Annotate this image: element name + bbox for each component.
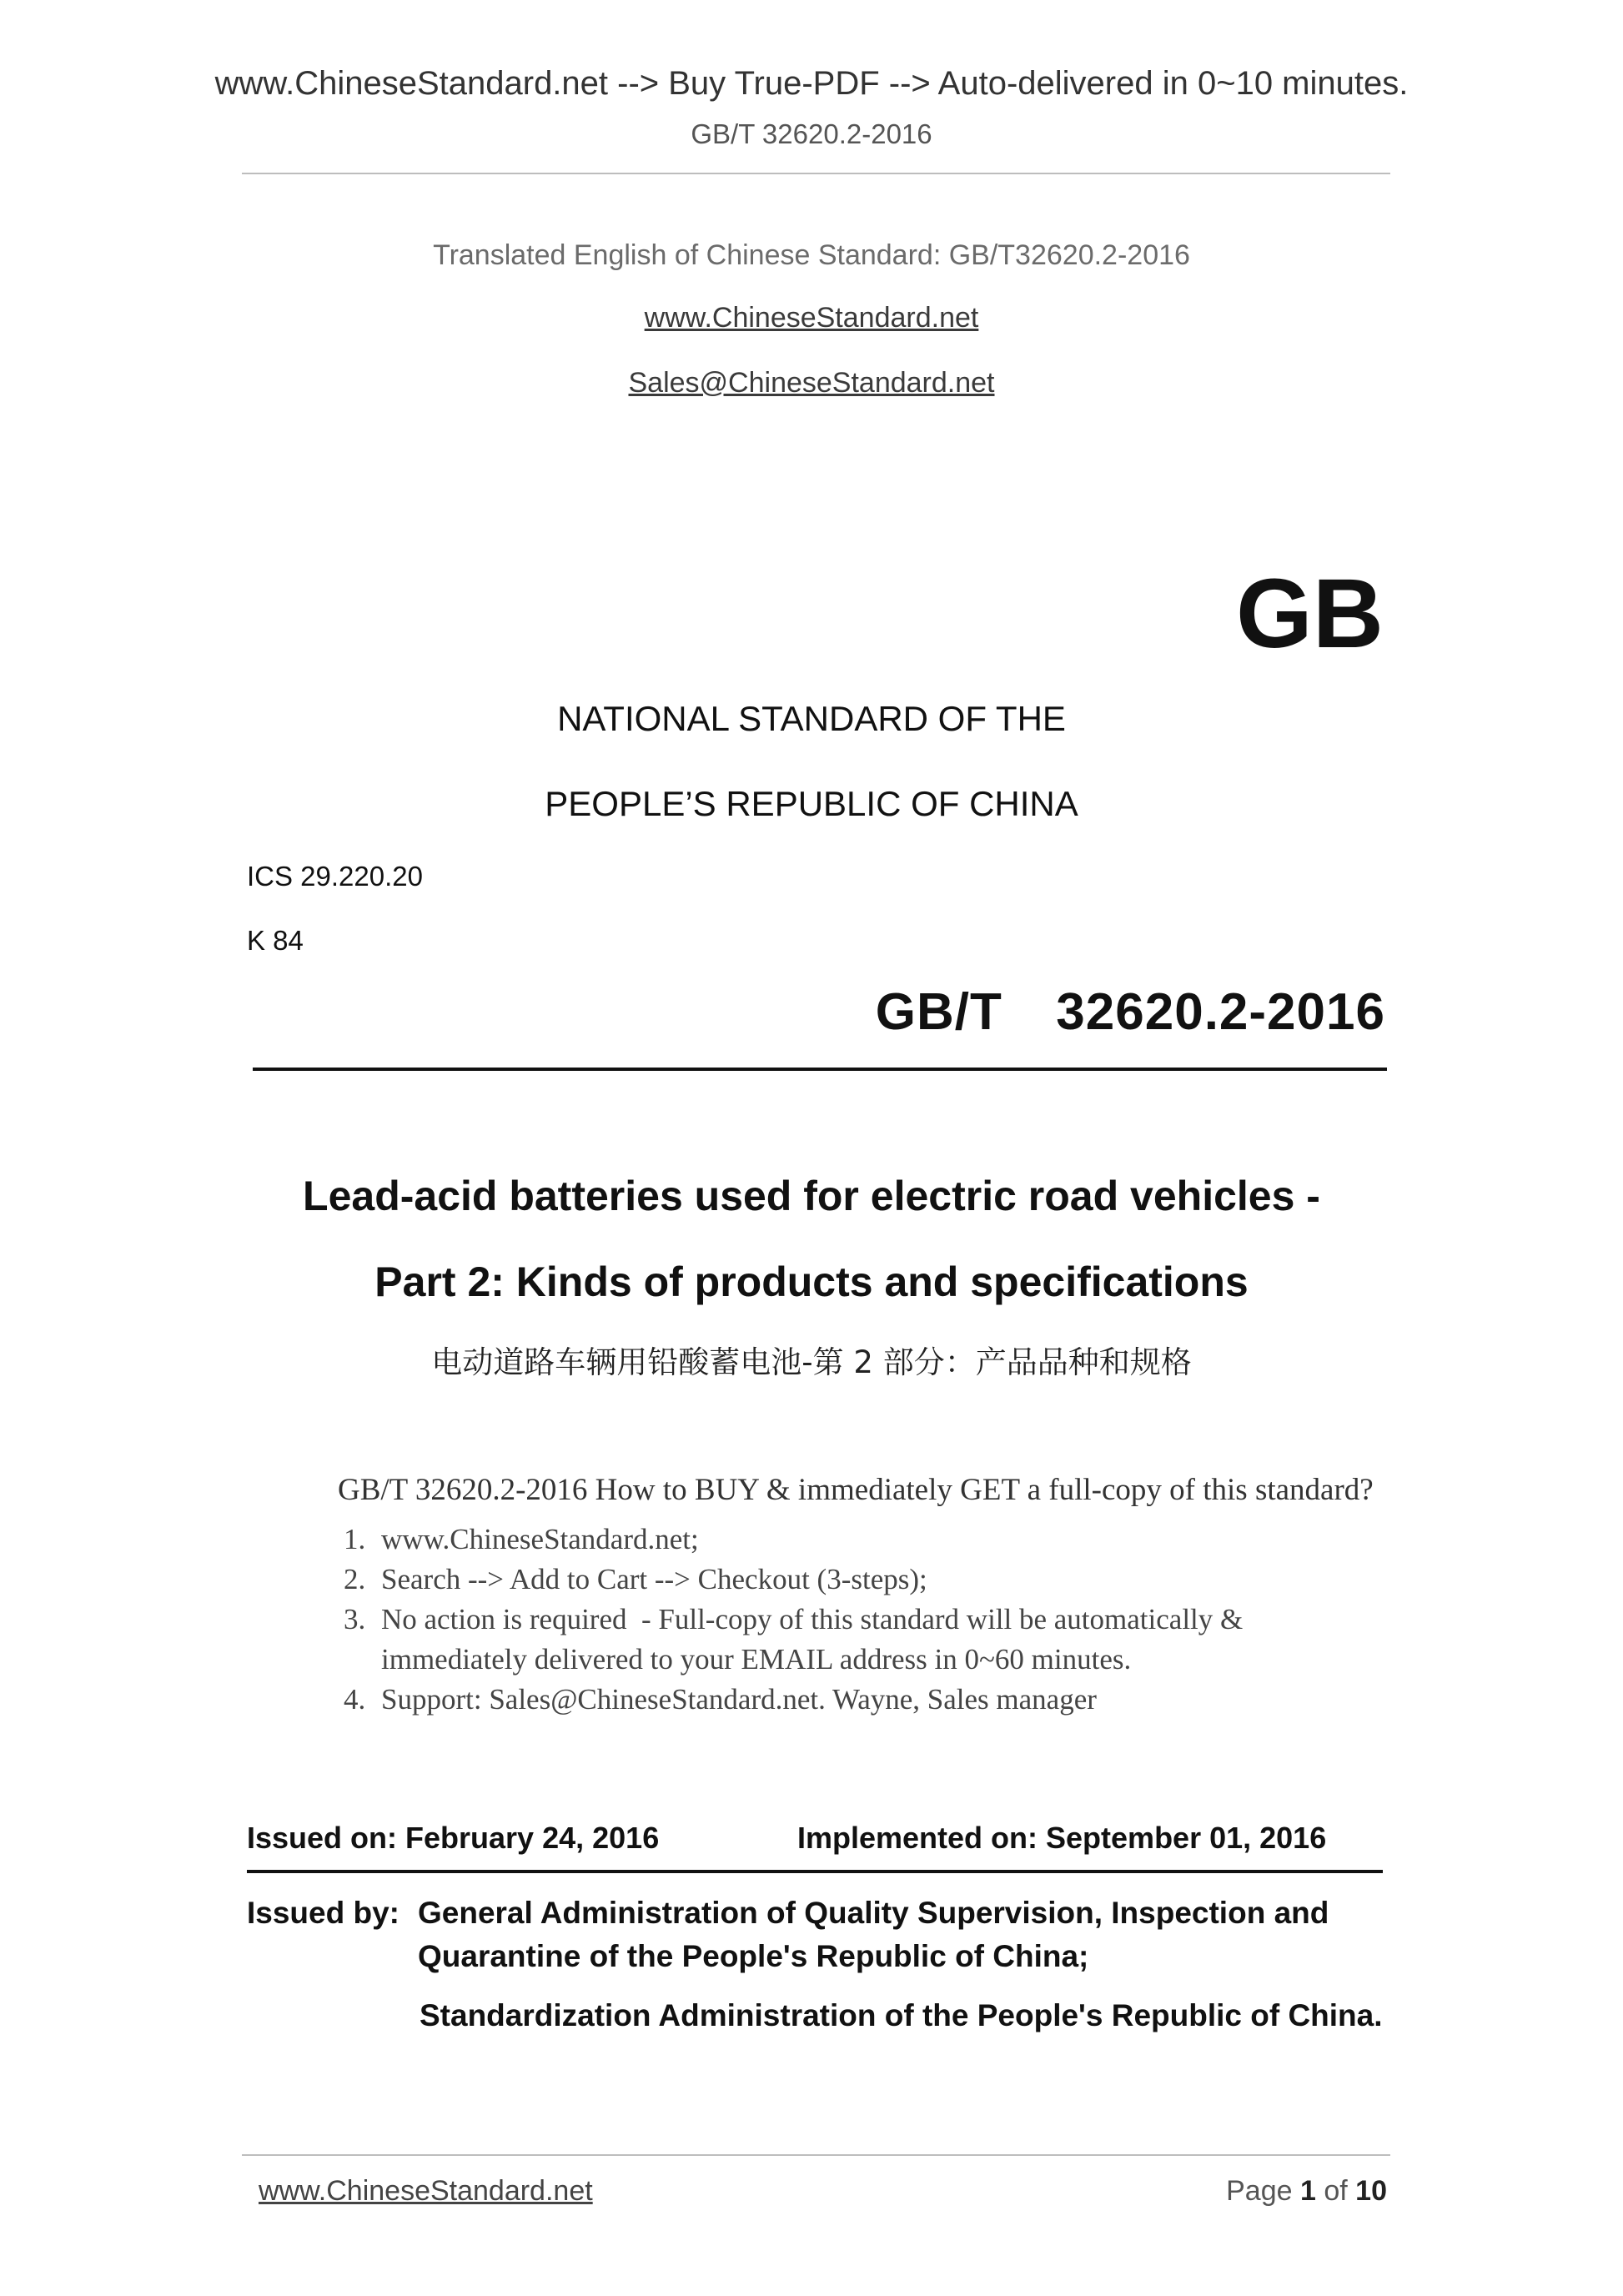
buy-step	[344, 1560, 1243, 1600]
step-number: 2.	[344, 1563, 366, 1595]
email-link[interactable]: Sales@ChineseStandard.net	[628, 367, 995, 399]
footer-divider	[242, 2154, 1390, 2156]
issuer-label: Issued by:	[247, 1896, 399, 1930]
page-total: 10	[1355, 2175, 1387, 2207]
step-text: Search --> Add to Cart --> Checkout (3-steps);	[381, 1563, 927, 1595]
title-line2: Part 2: Kinds of products and specifications	[374, 1259, 1249, 1305]
standard-number: GB/T 32620.2-2016	[875, 983, 1385, 1041]
step-number: 1.	[344, 1523, 366, 1555]
buy-step	[344, 1520, 1243, 1560]
issuer-line1: General Administration of Quality Supervision, Inspection and	[418, 1896, 1329, 1930]
step-text: www.ChineseStandard.net;	[381, 1523, 699, 1555]
ics-code: ICS 29.220.20	[247, 861, 423, 892]
gb-logo: GB	[1236, 559, 1384, 669]
k-code: K 84	[247, 925, 304, 956]
buy-step	[344, 1680, 1243, 1720]
step-text: Support: Sales@ChineseStandard.net. Wayne, Sales manager	[381, 1683, 1097, 1716]
dates-divider	[247, 1870, 1383, 1873]
issuer-first	[418, 1892, 1387, 1978]
title-line1: Lead-acid batteries used for electric road vehicles -	[303, 1173, 1320, 1219]
buy-question: GB/T 32620.2-2016 How to BUY & immediately GET a full-copy of this standard?	[338, 1473, 1374, 1507]
buy-steps-list	[344, 1520, 1243, 1720]
chinese-title: 电动道路车辆用铅酸蓄电池-第 2 部分：产品品种和规格	[431, 1344, 1192, 1380]
footer-website-link[interactable]: www.ChineseStandard.net	[259, 2175, 593, 2207]
buy-step	[344, 1600, 1243, 1640]
website-link-wrap	[0, 302, 1623, 334]
issuer-second: Standardization Administration of the People's Republic of China.	[420, 1998, 1383, 2032]
step-number: 3.	[344, 1603, 366, 1635]
running-header-code: GB/T 32620.2-2016	[691, 118, 932, 149]
issued-date: Issued on: February 24, 2016	[247, 1821, 660, 1855]
issuer-line2: Quarantine of the People's Republic of China;	[418, 1939, 1089, 1973]
page-indicator	[1226, 2175, 1387, 2208]
email-link-wrap	[0, 367, 1623, 399]
website-link[interactable]: www.ChineseStandard.net	[644, 302, 979, 334]
page-current: 1	[1299, 2175, 1316, 2207]
buy-step-continuation	[344, 1640, 1243, 1680]
translation-note: Translated English of Chinese Standard: GB/T32620.2-2016	[433, 239, 1190, 271]
step-text: immediately delivered to your EMAIL address in 0~60 minutes.	[381, 1643, 1132, 1676]
page-of: of	[1324, 2175, 1348, 2207]
page-prefix: Page	[1226, 2175, 1293, 2207]
step-number	[344, 1640, 381, 1680]
implemented-date: Implemented on: September 01, 2016	[797, 1821, 1327, 1855]
header-divider	[242, 173, 1390, 174]
national-standard-line2: PEOPLE’S REPUBLIC OF CHINA	[545, 784, 1078, 823]
standard-divider	[253, 1068, 1387, 1071]
step-text: No action is required - Full-copy of this standard will be automatically &	[381, 1603, 1244, 1635]
top-banner: www.ChineseStandard.net --> Buy True-PDF --> Auto-delivered in 0~10 minutes.	[214, 65, 1409, 102]
step-number: 4.	[344, 1683, 366, 1716]
national-standard-line1: NATIONAL STANDARD OF THE	[557, 699, 1066, 738]
